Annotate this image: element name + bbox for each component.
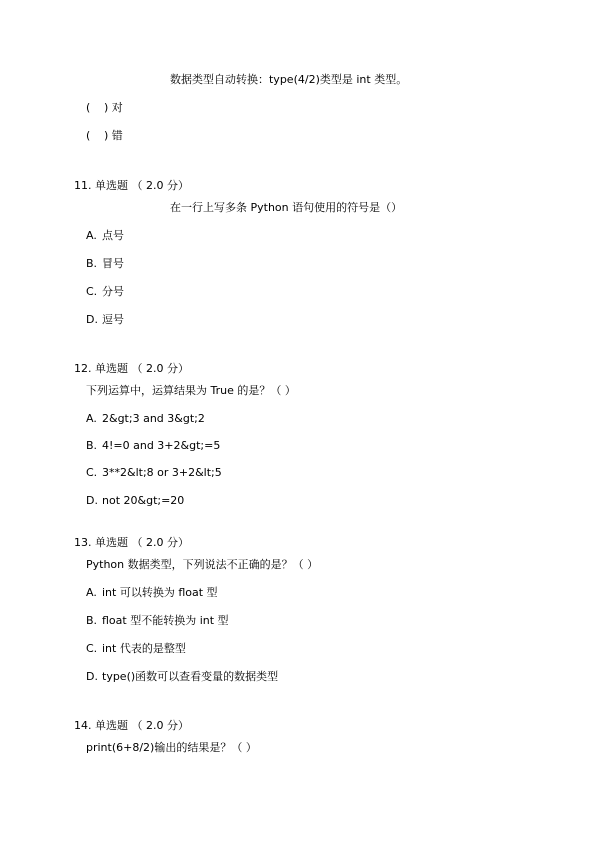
question-type: 单选题 xyxy=(95,536,128,549)
option-text: 4!=0 and 3+2&gt;=5 xyxy=(102,439,221,452)
option-text: 3**2&lt;8 or 3+2&lt;5 xyxy=(102,466,222,479)
question-type: 单选题 xyxy=(95,719,128,732)
option-11-d[interactable]: D. 逗号 xyxy=(86,313,124,326)
option-text: int 可以转换为 float 型 xyxy=(102,586,218,599)
question-stem-14: print(6+8/2)输出的结果是？（ ） xyxy=(86,741,257,754)
option-12-b[interactable]: B. 4!=0 and 3+2&gt;=5 xyxy=(86,439,221,452)
option-text: 逗号 xyxy=(102,313,124,326)
question-stem-prev: 数据类型自动转换：type(4/2)类型是 int 类型。 xyxy=(170,73,408,86)
question-header-12 xyxy=(74,362,189,376)
option-text: type()函数可以查看变量的数据类型 xyxy=(102,670,279,683)
question-score: （ 2.0 分） xyxy=(131,719,189,732)
question-stem-11: 在一行上写多条 Python 语句使用的符号是（） xyxy=(170,201,403,214)
option-text: 点号 xyxy=(102,229,124,242)
option-13-d[interactable]: D. type()函数可以查看变量的数据类型 xyxy=(86,670,279,683)
option-text: 对 xyxy=(111,101,123,114)
option-text: 冒号 xyxy=(102,257,124,270)
option-text: int 代表的是整型 xyxy=(102,642,186,655)
question-number: 11. xyxy=(74,179,92,192)
question-header-11 xyxy=(74,179,189,193)
question-number: 14. xyxy=(74,719,92,732)
option-text: 错 xyxy=(111,129,123,142)
option-13-a[interactable]: A. int 可以转换为 float 型 xyxy=(86,586,218,599)
question-stem-12: 下列运算中，运算结果为 True 的是？（ ） xyxy=(86,384,296,397)
question-score: （ 2.0 分） xyxy=(131,362,189,375)
option-text: float 型不能转换为 int 型 xyxy=(102,614,229,627)
option-false[interactable]: ( ) 错 xyxy=(86,129,123,142)
option-true[interactable]: ( ) 对 xyxy=(86,101,123,114)
option-11-c[interactable]: C. 分号 xyxy=(86,285,124,298)
question-score: （ 2.0 分） xyxy=(131,536,189,549)
question-stem-13: Python 数据类型，下列说法不正确的是？（ ） xyxy=(86,558,319,571)
option-13-c[interactable]: C. int 代表的是整型 xyxy=(86,642,186,655)
option-text: 分号 xyxy=(102,285,124,298)
question-type: 单选题 xyxy=(95,179,128,192)
option-text: not 20&gt;=20 xyxy=(102,494,185,507)
option-13-b[interactable]: B. float 型不能转换为 int 型 xyxy=(86,614,229,627)
option-12-a[interactable]: A. 2&gt;3 and 3&gt;2 xyxy=(86,412,205,425)
option-11-a[interactable]: A. 点号 xyxy=(86,229,124,242)
question-header-13 xyxy=(74,536,189,550)
option-12-c[interactable]: C. 3**2&lt;8 or 3+2&lt;5 xyxy=(86,466,222,479)
option-11-b[interactable]: B. 冒号 xyxy=(86,257,124,270)
question-header-14 xyxy=(74,719,189,733)
question-type: 单选题 xyxy=(95,362,128,375)
option-12-d[interactable]: D. not 20&gt;=20 xyxy=(86,494,185,507)
question-number: 12. xyxy=(74,362,92,375)
question-number: 13. xyxy=(74,536,92,549)
question-score: （ 2.0 分） xyxy=(131,179,189,192)
option-text: 2&gt;3 and 3&gt;2 xyxy=(102,412,205,425)
